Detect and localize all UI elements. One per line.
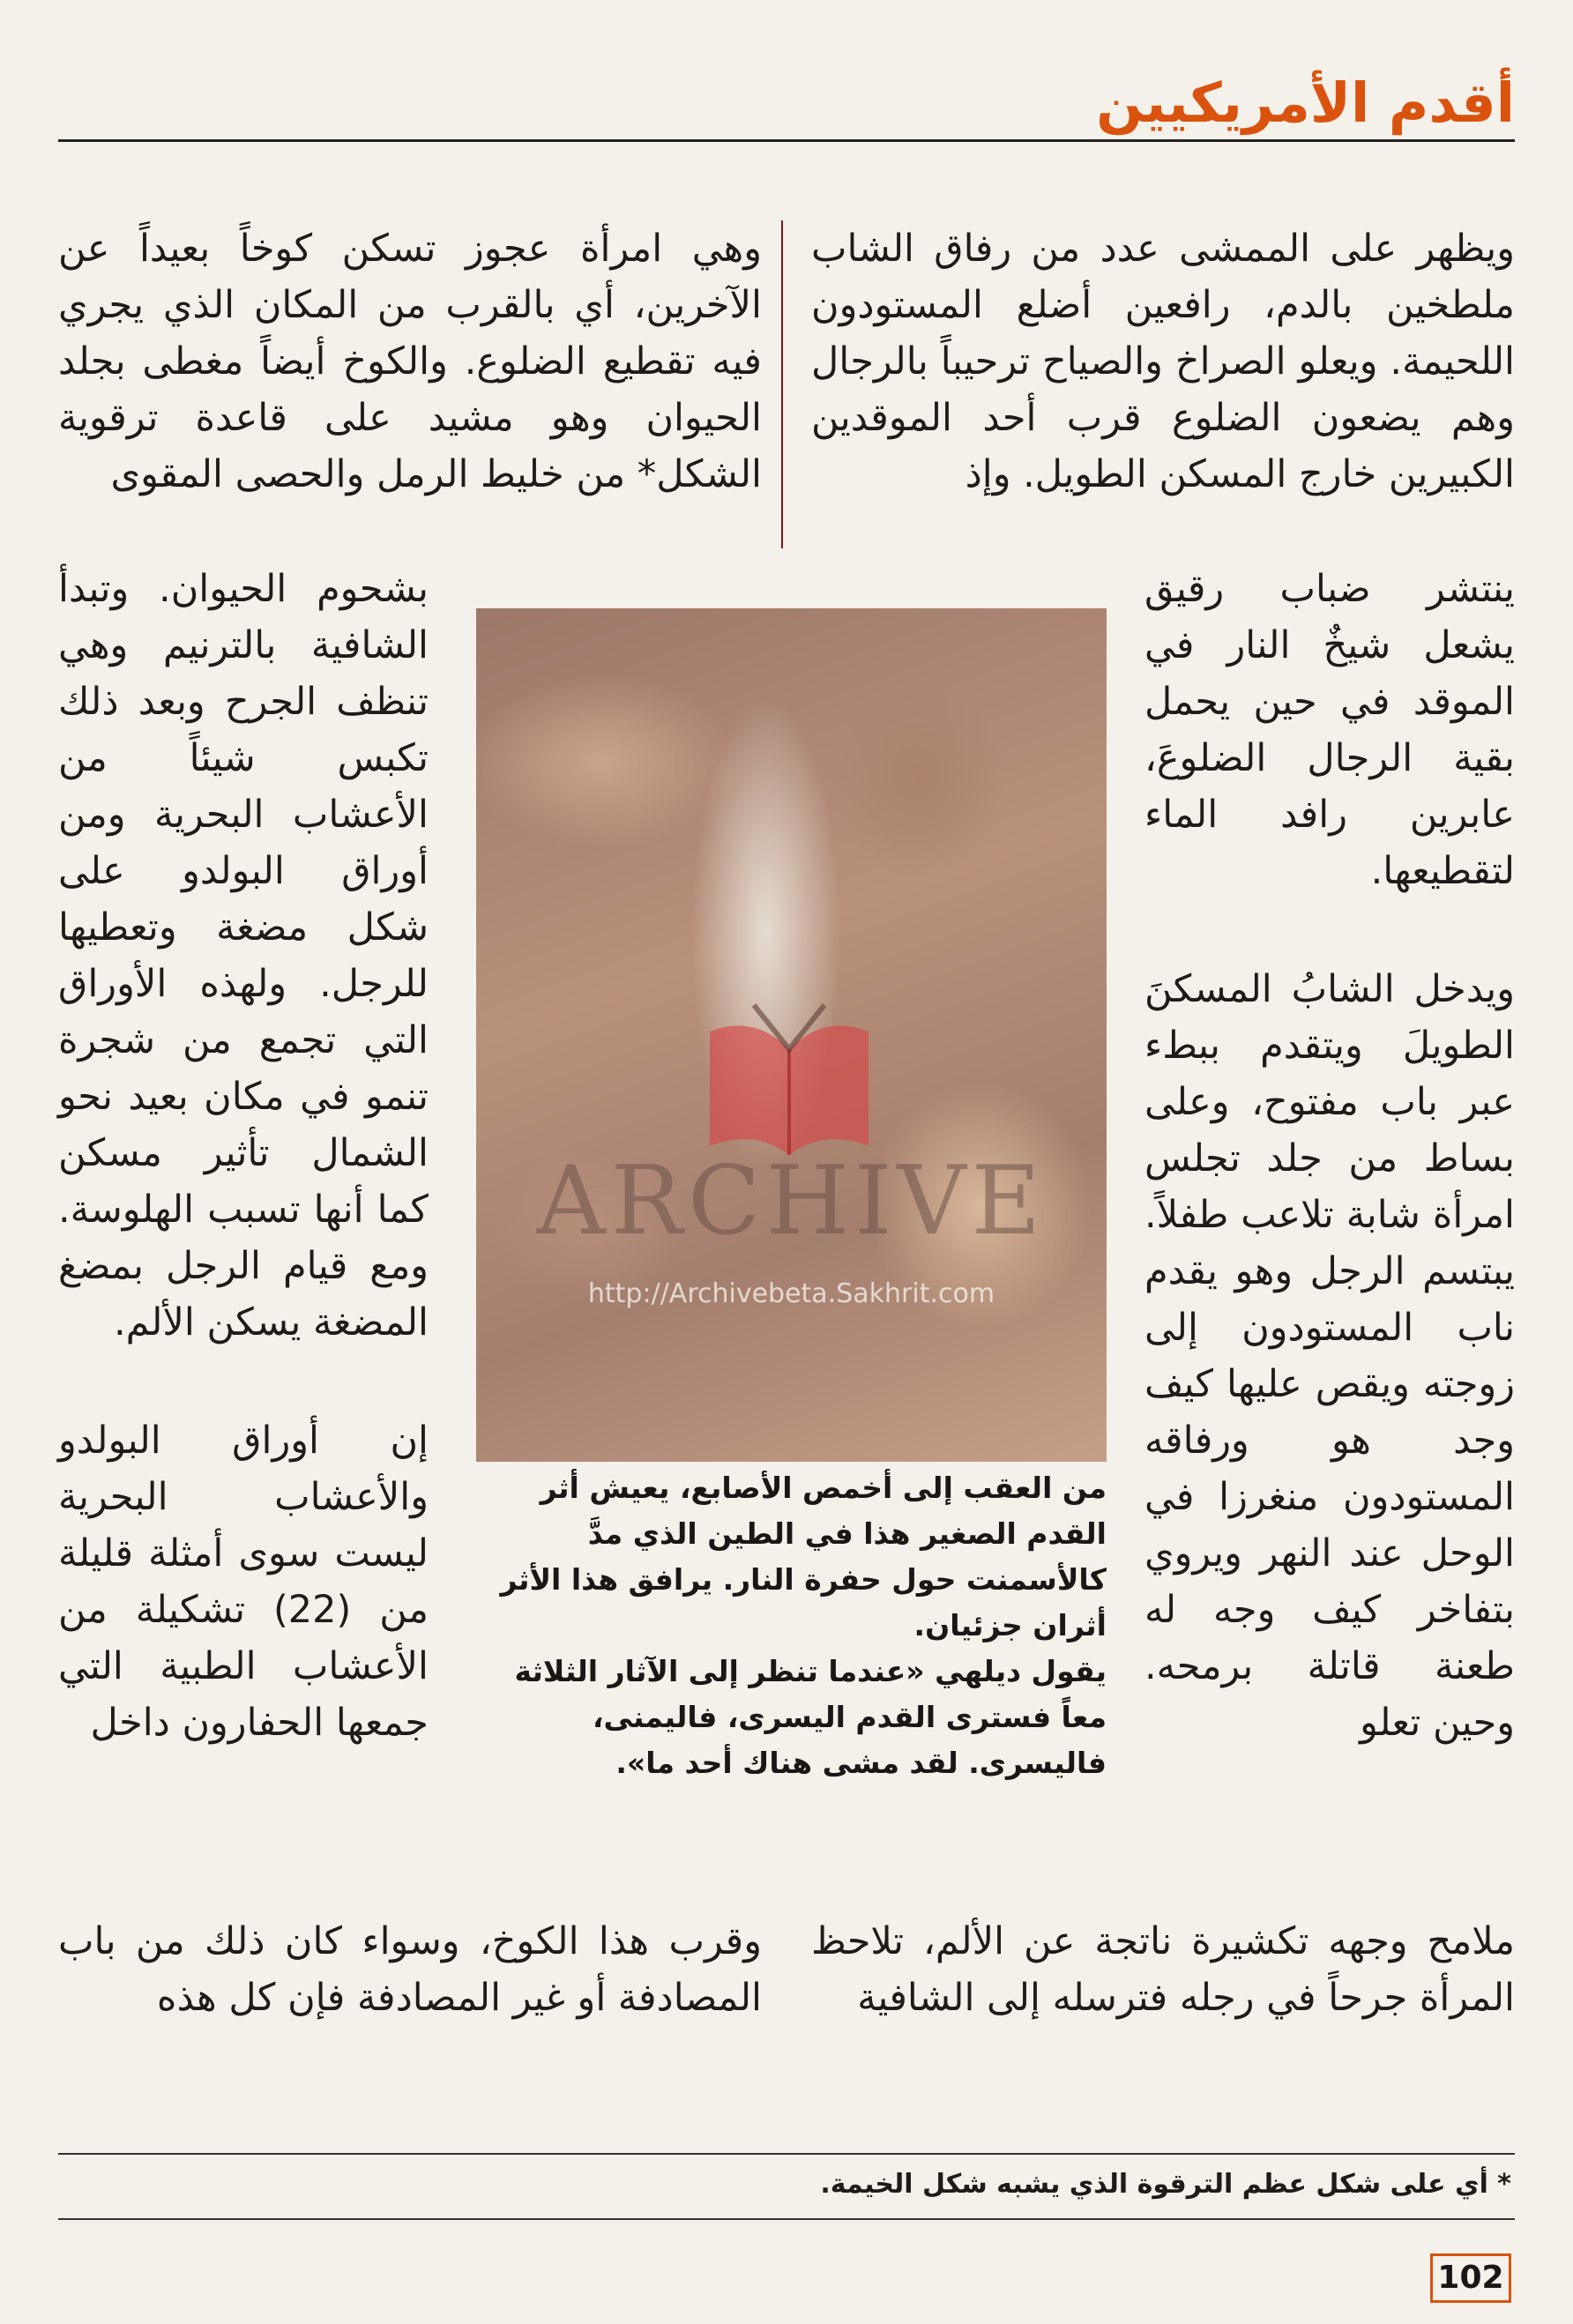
- right-column-bottom-text: ملامح وجهه تكشيرة ناتجة عن الألم، تلاحظ المرأة جرحاً في رجله فترسله إلى الشافية: [811, 1919, 1515, 2020]
- page-number: 102: [1430, 2253, 1511, 2303]
- left-column-middle: [58, 561, 429, 1751]
- watermark-url: http://Archivebeta.Sakhrit.com: [587, 1278, 995, 1309]
- page-header-title: أقدم الأمريكيين: [1096, 71, 1515, 135]
- footnote-rule-top: [58, 2153, 1515, 2155]
- caption-line-1: من العقب إلى أخمص الأصابع، يعيش أثر القدم الصغير هذا في الطين الذي مدَّ كالأسمنت حول حفرة النار. يرافق هذا الأثر أثران جزئيان.: [500, 1471, 1107, 1642]
- photo-caption: [476, 1465, 1107, 1786]
- right-column-paragraph-1: ينتشر ضباب رقيق يشعل شيخٌ النار في الموقد في حين يحمل بقية الرجال الضلوعَ، عابرين رافد الماء لتقطيعها.: [1144, 567, 1515, 893]
- left-column-paragraph-1: بشحوم الحيوان. وتبدأ الشافية بالترنيم وهي تنظف الجرح وبعد ذلك تكبس شيئاً من الأعشاب البحرية ومن أوراق البولدو على شكل مضغة وتعطيها للرجل. ولهذه الأوراق التي تجمع من شجرة تنمو في مكان بعيد نحو الشمال تأثير مسكن كما أنها تسبب الهلوسة. ومع قيام الرجل بمضغ المضغة يسكن الألم.: [58, 567, 429, 1344]
- right-column-top-text: ويظهر على الممشى عدد من رفاق الشاب ملطخين بالدم، رافعين أضلع المستودون اللحيمة. ويعلو الصراخ والصياح ترحيباً بالرجال وهم يضعون الضلوع قرب أحد الموقدين الكبيرين خارج المسكن الطويل. وإذ: [811, 227, 1515, 496]
- footnote: * أي على شكل عظم الترقوة الذي يشبه شكل الخيمة.: [820, 2169, 1511, 2200]
- right-column-paragraph-2: ويدخل الشابُ المسكنَ الطويلَ ويتقدم ببطء عبر باب مفتوح، وعلى بساط من جلد تجلس امرأة شابة تلاعب طفلاً. يبتسم الرجل وهو يقدم ناب المستودون إلى زوجته ويقص عليها كيف وجد هو ورفاقه المستودون منغرزا في الوحل عند النهر ويروي بتفاخر كيف وجه له طعنة قاتلة برمحه. وحين تعلو: [1144, 967, 1515, 1745]
- column-divider: [781, 220, 783, 548]
- right-column-middle: [1144, 561, 1515, 1751]
- left-column-top-text: وهي امرأة عجوز تسكن كوخاً بعيداً عن الآخرين، أي بالقرب من المكان الذي يجري فيه تقطيع الضلوع. والكوخ أيضاً مغطى بجلد الحيوان وهو مشيد على قاعدة ترقوية الشكل* من خليط الرمل والحصى المقوى: [58, 227, 762, 496]
- right-column-top: [811, 220, 1515, 503]
- left-column-top: [58, 220, 762, 503]
- caption-line-2: يقول ديلهي «عندما تنظر إلى الآثار الثلاثة معاً فسترى القدم اليسرى، فاليمنى، فاليسرى. لقد مشى هناك أحد ما».: [514, 1654, 1107, 1780]
- left-column-bottom: [58, 1913, 762, 2026]
- archive-book-icon: [701, 996, 877, 1155]
- footnote-rule-bottom: [58, 2218, 1515, 2220]
- left-column-bottom-text: وقرب هذا الكوخ، وسواء كان ذلك من باب المصادفة أو غير المصادفة فإن كل هذه: [58, 1919, 762, 2020]
- right-column-bottom: [811, 1913, 1515, 2026]
- header-rule: [58, 139, 1515, 142]
- footprint-photo: [476, 608, 1107, 1462]
- watermark-text: ARCHIVE: [536, 1146, 1047, 1256]
- left-column-paragraph-2: إن أوراق البولدو والأعشاب البحرية ليست سوى أمثلة قليلة من (22) تشكيلة من الأعشاب الطبية التي جمعها الحفارون داخل: [58, 1419, 429, 1745]
